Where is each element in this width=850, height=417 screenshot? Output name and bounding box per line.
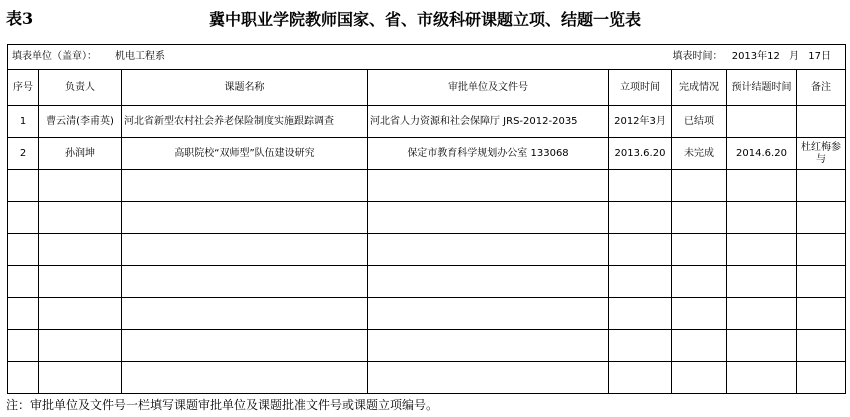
unit-value: 机电工程系 [115,51,165,63]
empty-row [8,362,846,394]
footnote: 注：审批单位及文件号一栏填写课题审批单位及课题批准文件号或课题立项编号。 [6,398,439,412]
empty-row [8,330,846,362]
cell-approval: 河北省人力资源和社会保障厅 JRS-2012-2035 [368,106,609,138]
col-header-end: 预计结题时间 [727,70,797,106]
empty-row [8,202,846,234]
cell-note [797,106,846,138]
unit-label: 填表单位（盖章）： [12,51,97,63]
date-month: 月 [789,51,800,62]
meta-row [8,45,846,70]
cell-no: 2 [8,138,39,170]
cell-note: 杜红梅参与 [797,138,846,170]
page-title: 冀中职业学院教师国家、省、市级科研课题立项、结题一览表 [208,10,641,29]
col-header-approval: 审批单位及文件号 [368,70,609,106]
col-header-no: 序号 [8,70,39,106]
cell-leader: 曹云清(李甫英) [39,106,122,138]
empty-row [8,170,846,202]
date-year: 2013年12 [731,51,780,62]
col-header-leader: 负责人 [39,70,122,106]
cell-name: 高职院校“双师型”队伍建设研究 [122,138,368,170]
table-row [8,106,846,138]
meta-cell [8,45,846,70]
header-row [8,70,846,106]
table-row [8,138,846,170]
cell-end [727,106,797,138]
table-number: 表3 [6,9,34,28]
project-table [7,44,846,394]
empty-row [8,298,846,330]
empty-row [8,234,846,266]
col-header-start: 立项时间 [609,70,672,106]
col-header-name: 课题名称 [122,70,368,106]
cell-leader: 孙润坤 [39,138,122,170]
date-day: 17日 [808,51,831,62]
cell-status: 未完成 [672,138,727,170]
cell-end: 2014.6.20 [727,138,797,170]
col-header-note: 备注 [797,70,846,106]
empty-row [8,266,846,298]
cell-status: 已结项 [672,106,727,138]
cell-name: 河北省新型农村社会养老保险制度实施跟踪调查 [122,106,368,138]
col-header-status: 完成情况 [672,70,727,106]
fill-date [673,45,831,69]
cell-approval: 保定市教育科学规划办公室 133068 [368,138,609,170]
cell-start: 2013.6.20 [609,138,672,170]
cell-start: 2012年3月 [609,106,672,138]
cell-no: 1 [8,106,39,138]
date-label: 填表时间： [672,51,723,62]
